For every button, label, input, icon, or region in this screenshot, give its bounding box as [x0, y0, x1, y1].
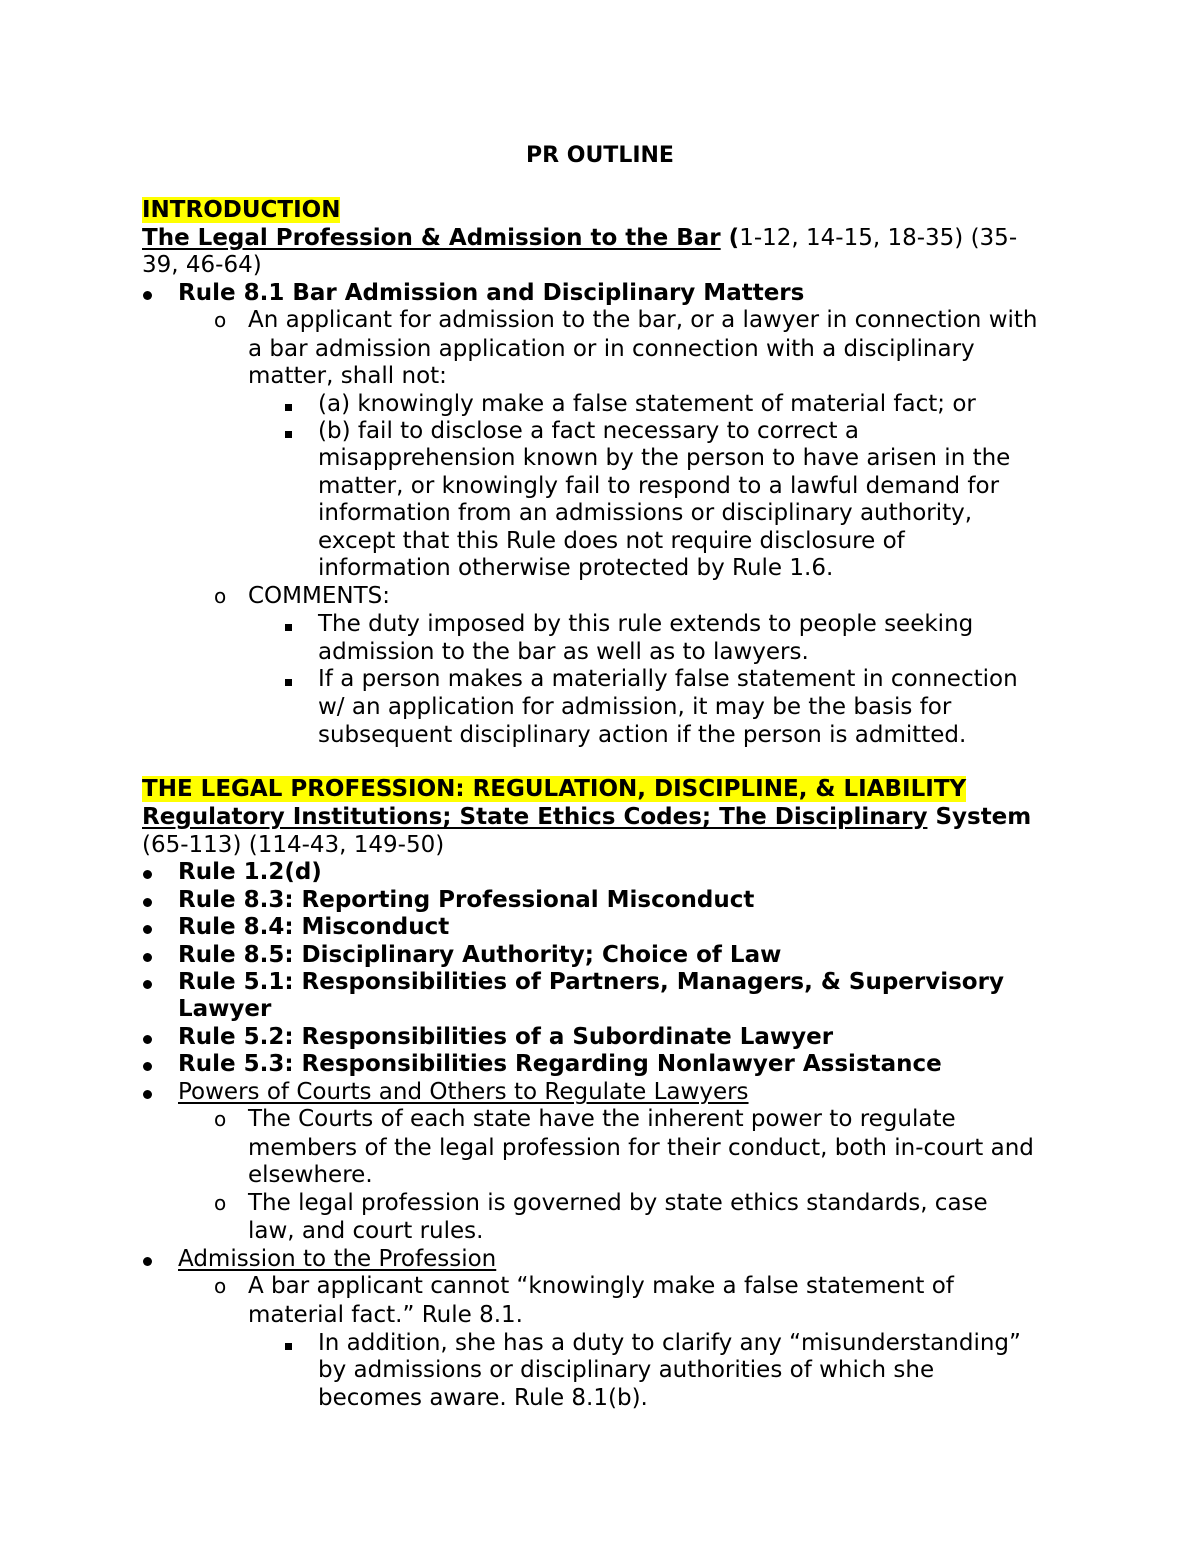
admission-heading: Admission to the Profession: [178, 1246, 497, 1272]
bullet-dot-icon: [143, 858, 152, 886]
admission-o1-l2: material fact.” Rule 8.1.: [248, 1302, 523, 1328]
rule-8-1-b-l6: information otherwise protected by Rule 1.6.: [318, 555, 834, 581]
rule-5-3: Rule 5.3: Responsibilities Regarding Nonlawyer Assistance: [178, 1051, 942, 1077]
admission-s1-l3: becomes aware. Rule 8.1(b).: [318, 1385, 648, 1411]
document-title: PR OUTLINE: [526, 143, 674, 168]
admission-s1-l2: by admissions or disciplinary authorities of which she: [318, 1357, 935, 1383]
section-heading-introduction: [142, 196, 340, 224]
rule-8-1-text-l2: a bar admission application or in connection with a disciplinary: [248, 336, 975, 362]
heading-highlight: INTRODUCTION: [142, 197, 341, 223]
subheading-legal-profession: [142, 224, 1017, 252]
rule-5-2: Rule 5.2: Responsibilities of a Subordinate Lawyer: [178, 1024, 834, 1050]
bullet-dot-icon: [143, 886, 152, 914]
bullet-dot-icon: [143, 1050, 152, 1078]
comment-1-l2: admission to the bar as well as to lawyers.: [318, 639, 809, 665]
bullet-dot-icon: [143, 279, 152, 307]
rule-8-1-b-l2: misapprehension known by the person to have arisen in the: [318, 445, 1011, 471]
subheading-pages-line2: 39, 46-64): [142, 252, 262, 278]
powers-o2-l2: law, and court rules.: [248, 1218, 484, 1244]
rule-5-1-l1: Rule 5.1: Responsibilities of Partners, Managers, & Supervisory: [178, 969, 1004, 995]
comment-2-l3: subsequent disciplinary action if the person is admitted.: [318, 722, 967, 748]
subheading-underlined: The Legal Profession & Admission to the Bar: [142, 225, 721, 251]
comment-2-l1: If a person makes a materially false statement in connection: [318, 666, 1018, 692]
rule-8-1-b-l4: information from an admissions or disciplinary authority,: [318, 500, 973, 526]
rule-8-1-b-l3: matter, or knowingly fail to respond to a lawful demand for: [318, 473, 1000, 499]
section-heading-legal-profession: [142, 775, 966, 803]
circle-bullet-icon: o: [214, 584, 227, 608]
subheading-paren: (: [720, 225, 740, 251]
square-bullet-icon: [285, 1329, 292, 1357]
subheading-underlined: Regulatory Institutions; State Ethics Codes; The Disciplinary: [142, 804, 928, 830]
rule-8-1-text-l3: matter, shall not:: [248, 363, 447, 389]
comment-2-l2: w/ an application for admission, it may be the basis for: [318, 694, 952, 720]
circle-bullet-icon: o: [214, 1274, 227, 1298]
bullet-dot-icon: [143, 941, 152, 969]
rule-5-1-l2: Lawyer: [178, 996, 272, 1022]
powers-o1-l1: The Courts of each state have the inherent power to regulate: [248, 1106, 956, 1132]
subheading-tail: System: [927, 804, 1032, 830]
circle-bullet-icon: o: [214, 308, 227, 332]
rule-8-1-b-l5: except that this Rule does not require disclosure of: [318, 528, 905, 554]
rule-8-1-text-l1: An applicant for admission to the bar, or a lawyer in connection with: [248, 307, 1038, 333]
rule-8-4: Rule 8.4: Misconduct: [178, 914, 450, 940]
rule-8-5: Rule 8.5: Disciplinary Authority; Choice of Law: [178, 942, 782, 968]
circle-bullet-icon: o: [214, 1107, 227, 1131]
subheading-pages-line2: (65-113) (114-43, 149-50): [142, 832, 445, 858]
powers-o2-l1: The legal profession is governed by state ethics standards, case: [248, 1190, 988, 1216]
admission-o1-l1: A bar applicant cannot “knowingly make a false statement of: [248, 1273, 954, 1299]
bullet-dot-icon: [143, 1245, 152, 1273]
rule-8-3: Rule 8.3: Reporting Professional Misconduct: [178, 887, 755, 913]
bullet-dot-icon: [143, 913, 152, 941]
rule-1-2d: Rule 1.2(d): [178, 859, 322, 885]
square-bullet-icon: [285, 390, 292, 418]
circle-bullet-icon: o: [214, 1191, 227, 1215]
square-bullet-icon: [285, 610, 292, 638]
powers-o1-l2: members of the legal profession for their conduct, both in-court and: [248, 1135, 1034, 1161]
subheading-pages: 1-12, 14-15, 18-35) (35-: [739, 225, 1018, 251]
rule-8-1-heading: Rule 8.1 Bar Admission and Disciplinary Matters: [178, 280, 805, 306]
rule-8-1-a: (a) knowingly make a false statement of material fact; or: [318, 391, 976, 417]
bullet-dot-icon: [143, 1078, 152, 1106]
comments-label: COMMENTS:: [248, 583, 390, 609]
powers-o1-l3: elsewhere.: [248, 1162, 373, 1188]
rule-8-1-b-l1: (b) fail to disclose a fact necessary to correct a: [318, 418, 859, 444]
bullet-dot-icon: [143, 968, 152, 996]
heading-highlight: THE LEGAL PROFESSION: REGULATION, DISCIPLINE, & LIABILITY: [142, 776, 967, 802]
admission-s1-l1: In addition, she has a duty to clarify any “misunderstanding”: [318, 1330, 1021, 1356]
bullet-dot-icon: [143, 1023, 152, 1051]
comment-1-l1: The duty imposed by this rule extends to people seeking: [318, 611, 974, 637]
subheading-regulatory: [142, 803, 1031, 831]
square-bullet-icon: [285, 665, 292, 693]
square-bullet-icon: [285, 417, 292, 445]
powers-of-courts-heading: Powers of Courts and Others to Regulate Lawyers: [178, 1079, 749, 1105]
